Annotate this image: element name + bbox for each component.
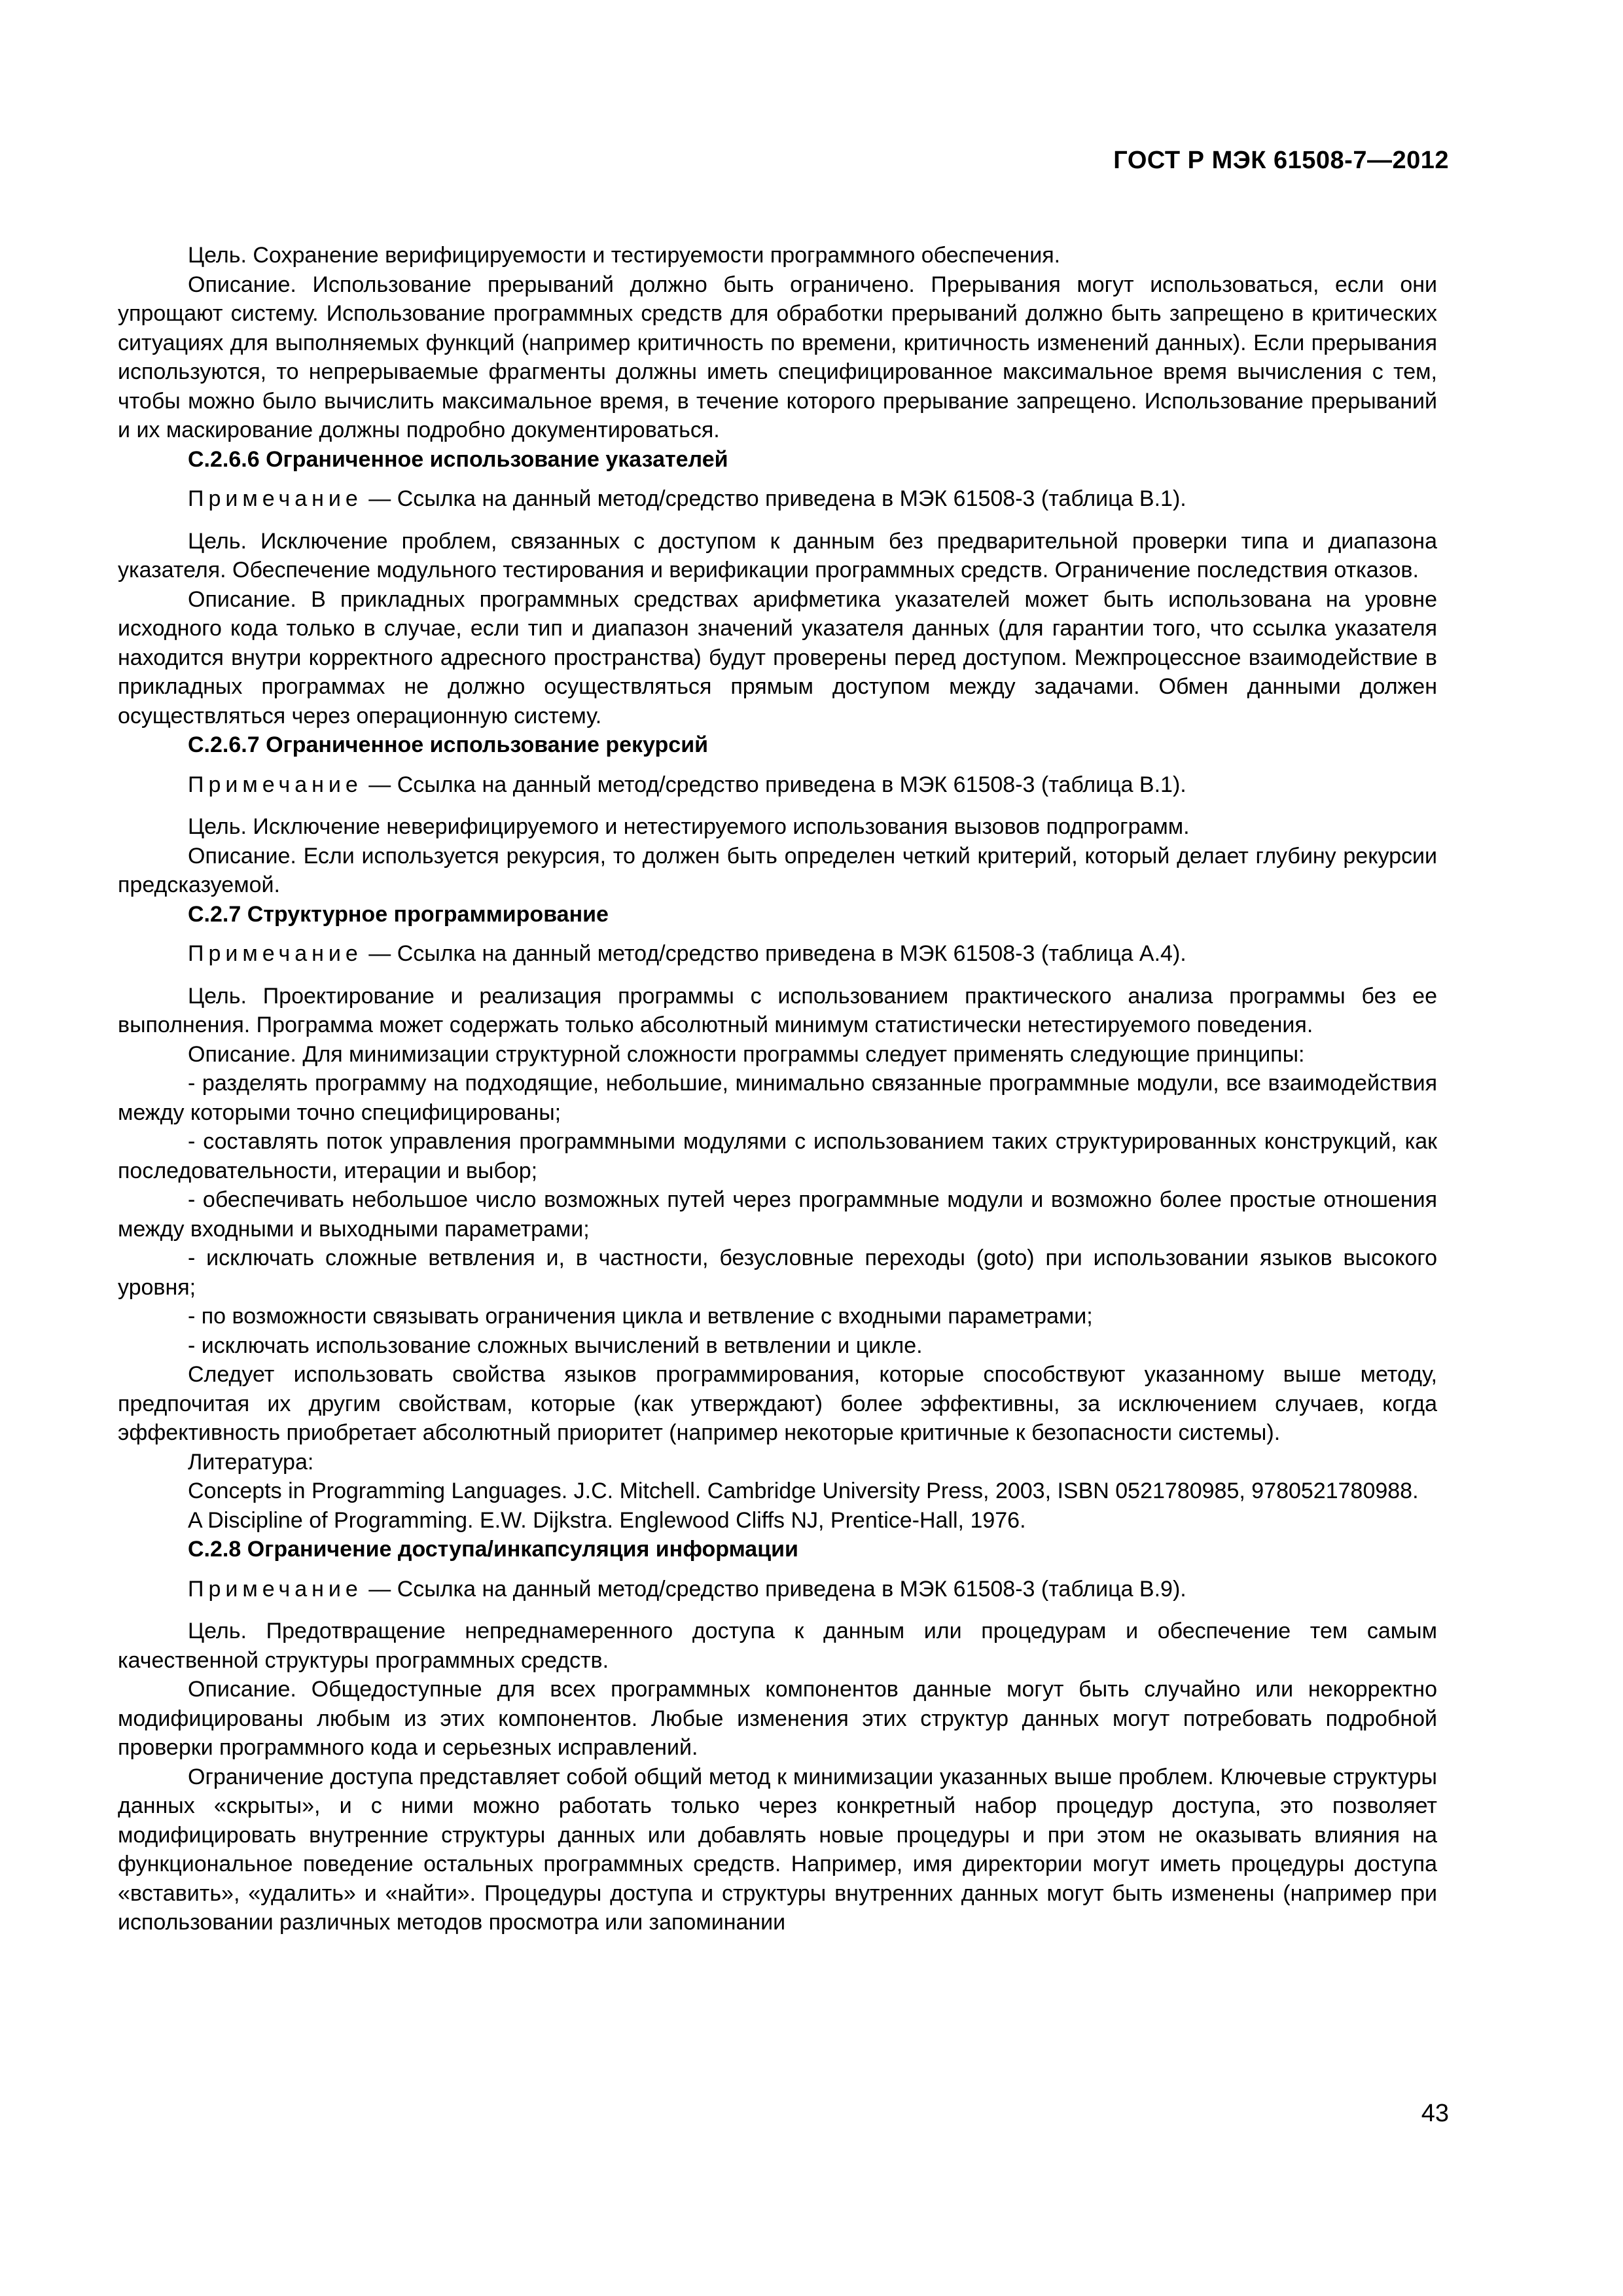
section-heading: С.2.7 Структурное программирование xyxy=(188,901,609,927)
note-text: — Ссылка на данный метод/средство приведена в МЭК 61508-3 (таблица А.4). xyxy=(362,941,1186,966)
body-paragraph: Цель. Исключение проблем, связанных с доступом к данным без предварительной проверки типа и диапазона указателя. Обеспечение модульного тестирования и верификации программных средств. Ограничение последствия отказов. xyxy=(118,528,1437,583)
section-heading: С.2.6.7 Ограниченное использование рекурсий xyxy=(188,732,709,757)
note-paragraph xyxy=(118,1575,1437,1604)
section-heading: С.2.6.6 Ограниченное использование указателей xyxy=(188,446,728,472)
note-text: — Ссылка на данный метод/средство приведена в МЭК 61508-3 (таблица В.1). xyxy=(362,772,1186,797)
note-label: Примечание xyxy=(188,772,363,797)
document-header: ГОСТ Р МЭК 61508-7—2012 xyxy=(1113,147,1449,174)
note-text: — Ссылка на данный метод/средство приведена в МЭК 61508-3 (таблица В.1). xyxy=(362,486,1186,511)
note-text: — Ссылка на данный метод/средство приведена в МЭК 61508-3 (таблица В.9). xyxy=(362,1576,1186,1602)
body-paragraph: Цель. Сохранение верифицируемости и тестируемости программного обеспечения. xyxy=(188,243,1061,268)
body-paragraph: Цель. Проектирование и реализация программы с использованием практического анализа программы без ее выполнения. Программа может содержать только абсолютный минимум статистически нетестируемого поведения. xyxy=(118,983,1437,1037)
note-label: Примечание xyxy=(188,486,363,511)
body-paragraph: Цель. Предотвращение непреднамеренного доступа к данным или процедурам и обеспечение тем самым качественной структуры программных средств. xyxy=(118,1619,1437,1673)
section-heading: С.2.8 Ограничение доступа/инкапсуляция информации xyxy=(188,1537,798,1562)
body-paragraph: Цель. Исключение неверифицируемого и нетестируемого использования вызовов подпрограмм. xyxy=(188,814,1190,839)
note-paragraph xyxy=(118,770,1437,800)
page-number: 43 xyxy=(1421,2100,1449,2127)
note-label: Примечание xyxy=(188,941,363,966)
body-paragraph: - разделять программу на подходящие, небольшие, минимально связанные программные модули, все взаимодействия между которыми точно специфицированы; xyxy=(118,1071,1437,1125)
note-paragraph xyxy=(118,484,1437,514)
body-paragraph: Описание. Если используется рекурсия, то должен быть определен четкий критерий, который делает глубину рекурсии предсказуемой. xyxy=(118,843,1437,897)
body-paragraph: Описание. Для минимизации структурной сложности программы следует применять следующие принципы: xyxy=(188,1041,1305,1067)
document-body xyxy=(118,241,1437,1937)
note-label: Примечание xyxy=(188,1576,363,1602)
body-paragraph: - по возможности связывать ограничения цикла и ветвление с входными параметрами; xyxy=(188,1304,1093,1329)
body-paragraph: Concepts in Programming Languages. J.C. Mitchell. Cambridge University Press, 2003, ISBN 0521780985, 9780521780988. xyxy=(188,1479,1419,1503)
note-paragraph xyxy=(118,939,1437,969)
body-paragraph: Ограничение доступа представляет собой общий метод к минимизации указанных выше проблем. Ключевые структуры данных «скрыты», и с ними можно работать только через конкретный набор процедур доступа, это позволяет модифицировать внутренние структуры данных или добавлять новые процедуры и при этом не оказывать влияния на функциональное поведение остальных программных средств. Например, имя директории могут иметь процедуры доступа «вставить», «удалить» и «найти». Процедуры доступа и структуры внутренних данных могут быть изменены (например при использовании различных методов просмотра или запоминании xyxy=(118,1764,1437,1935)
body-paragraph: A Discipline of Programming. E.W. Dijkstra. Englewood Cliffs NJ, Prentice-Hall, 1976. xyxy=(188,1507,1026,1533)
body-paragraph: - исключать использование сложных вычислений в ветвлении и цикле. xyxy=(188,1333,923,1358)
body-paragraph: - составлять поток управления программными модулями с использованием таких структурированных конструкций, как последовательности, итерации и выбор; xyxy=(118,1129,1437,1183)
body-paragraph: Следует использовать свойства языков программирования, которые способствуют указанному выше методу, предпочитая их другим свойствам, которые (как утверждают) более эффективны, за исключением случаев, когда эффективность приобретает абсолютный приоритет (например некоторые критичные к безопасности системы). xyxy=(118,1362,1437,1445)
body-paragraph: Литература: xyxy=(188,1449,314,1475)
body-paragraph: Описание. В прикладных программных средствах арифметика указателей может быть использована на уровне исходного кода только в случае, если тип и диапазон значений указателя данных (для гарантии того, что ссылка указателя находится внутри корректного адресного пространства) будут проверены перед доступом. Межпроцессное взаимодействие в прикладных программах не должно осуществляться прямым доступом между задачами. Обмен данными должен осуществляться через операционную систему. xyxy=(118,586,1437,728)
body-paragraph: Описание. Использование прерываний должно быть ограничено. Прерывания могут использоваться, если они упрощают систему. Использование программных средств для обработки прерываний должно быть запрещено в критических ситуациях для выполняемых функций (например критичность по времени, критичность изменений данных). Если прерывания используются, то непрерываемые фрагменты должны иметь специфицированное максимальное время вычисления с тем, чтобы можно было вычислить максимальное время, в течение которого прерывание запрещено. Использование прерываний и их маскирование должны подробно документироваться. xyxy=(118,272,1437,442)
body-paragraph: Описание. Общедоступные для всех программных компонентов данные могут быть случайно или некорректно модифицированы любым из этих компонентов. Любые изменения этих структур данных могут потребовать подробной проверки программного кода и серьезных исправлений. xyxy=(118,1677,1437,1760)
body-paragraph: - обеспечивать небольшое число возможных путей через программные модули и возможно более простые отношения между входными и выходными параметрами; xyxy=(118,1187,1437,1242)
body-paragraph: - исключать сложные ветвления и, в частности, безусловные переходы (goto) при использовании языков высокого уровня; xyxy=(118,1246,1437,1300)
